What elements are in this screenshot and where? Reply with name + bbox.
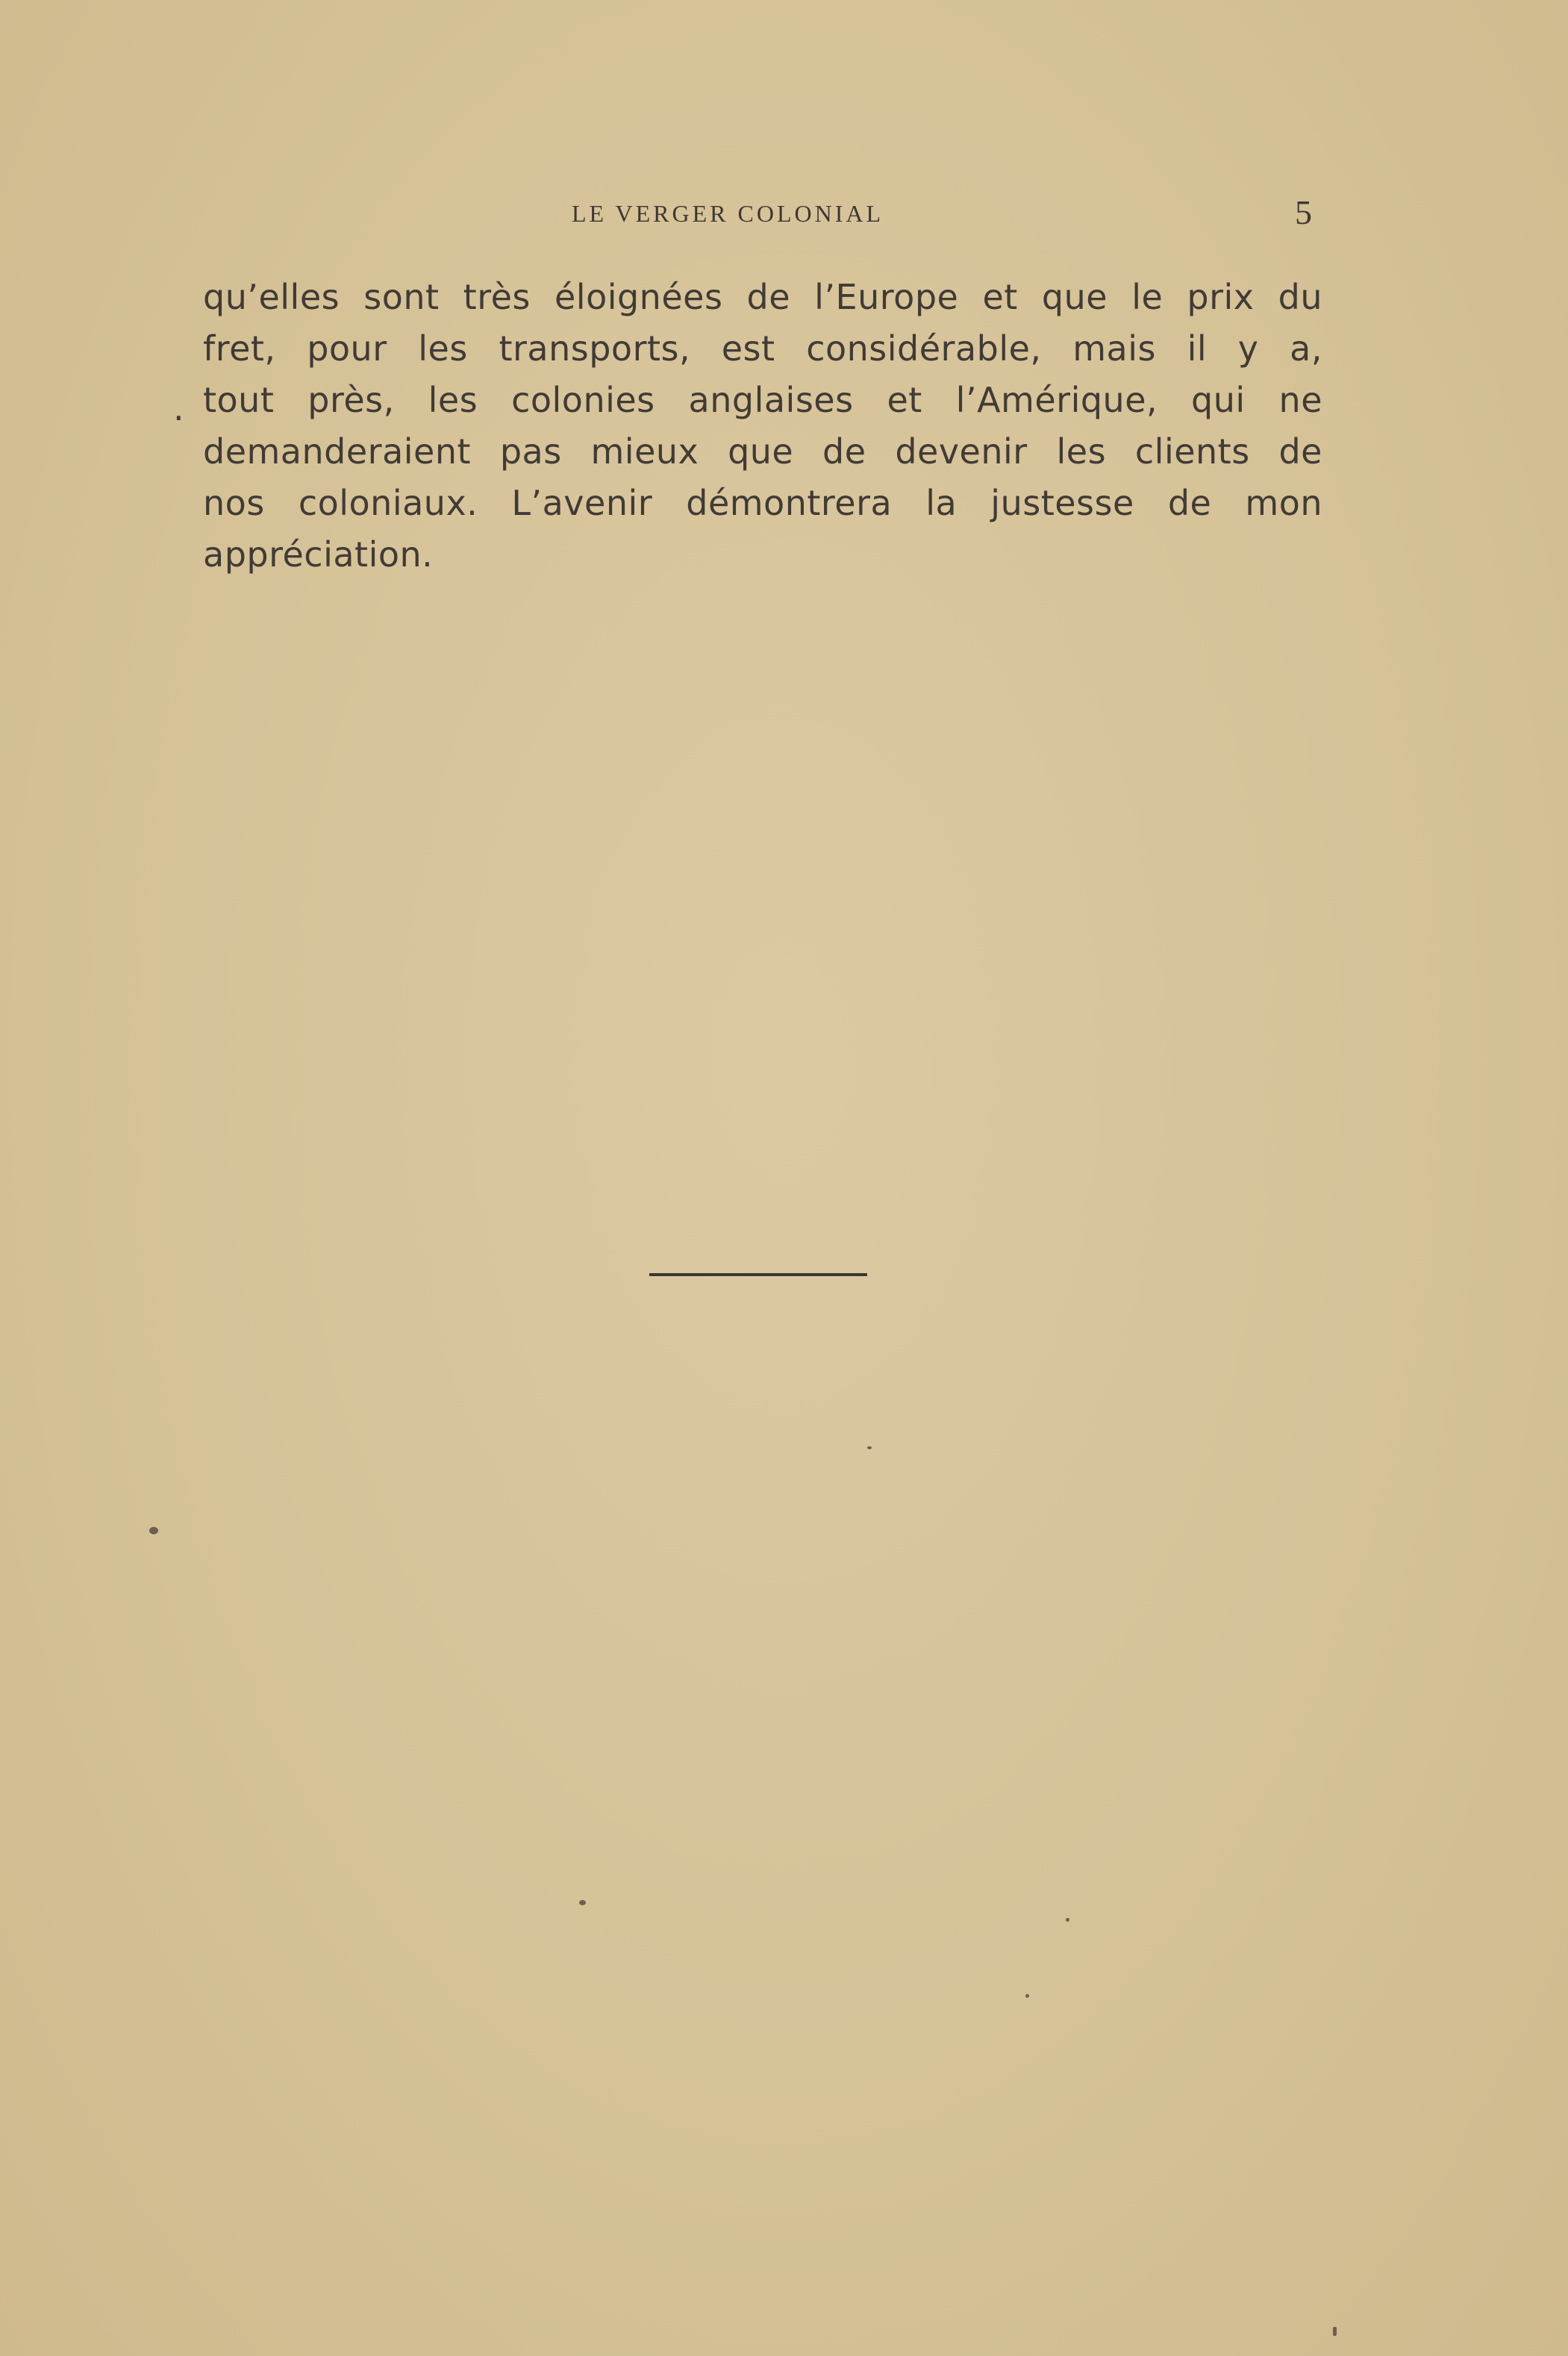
section-end-rule <box>649 1273 867 1276</box>
body-paragraph <box>203 272 1322 581</box>
text-line: demanderaient pas mieux que de devenir les clients de <box>203 431 1322 472</box>
text-line: fret, pour les transports, est considérable, mais il y a, <box>203 328 1322 369</box>
paper-speck <box>149 1527 158 1534</box>
running-title: LE VERGER COLONIAL <box>572 200 884 227</box>
text-line: qu’elles sont très éloignées de l’Europe et que le prix du <box>203 277 1322 317</box>
paper-speck <box>1333 2327 1337 2336</box>
page-number: 5 <box>1295 193 1312 231</box>
paper-speck <box>579 1900 586 1905</box>
margin-mark: . <box>173 388 184 428</box>
paper-speck <box>1025 1994 1029 1998</box>
paper-speck <box>1066 1918 1069 1922</box>
text-line: appréciation. <box>203 534 434 575</box>
text-line: tout près, les colonies anglaises et l’Amérique, qui ne <box>203 380 1322 420</box>
text-line: nos coloniaux. L’avenir démontrera la justesse de mon <box>203 483 1322 523</box>
paper-speck <box>867 1446 872 1449</box>
